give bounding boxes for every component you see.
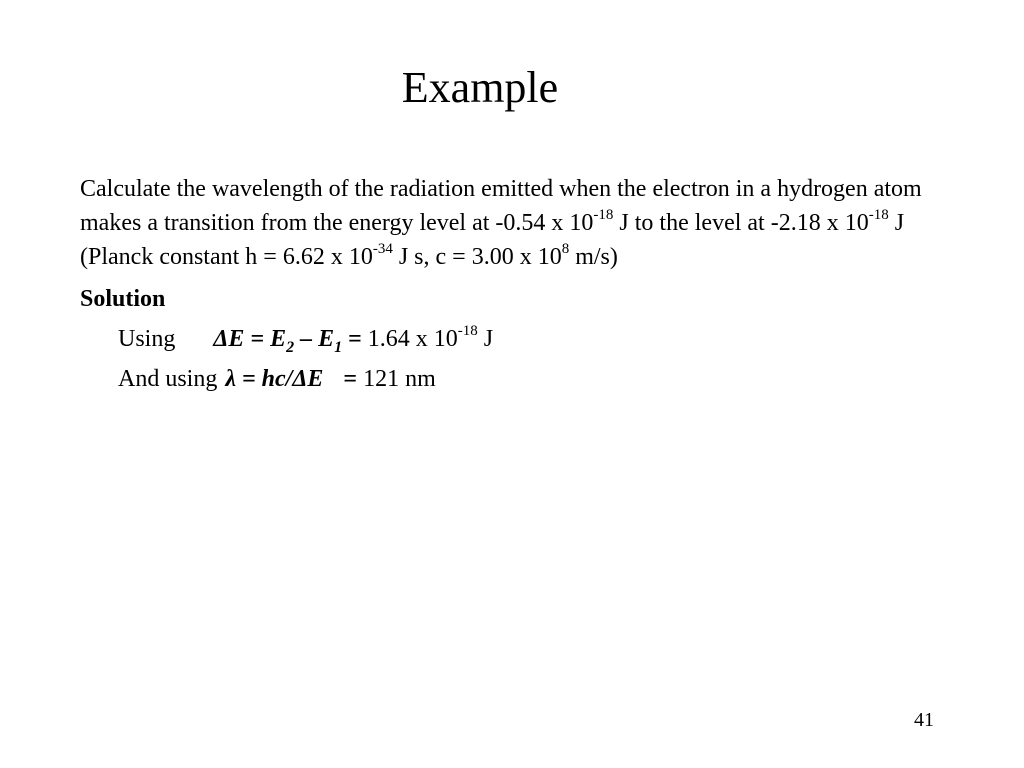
problem-exponent-2: -18 — [868, 207, 889, 223]
solution-heading: Solution — [80, 286, 166, 312]
slide-body — [80, 172, 940, 396]
problem-text-2: J to the level at -2.18 x 10 — [613, 210, 869, 236]
problem-text-3: J (Planck constant h = 6.62 x 10 — [80, 210, 905, 270]
slide-title: Example — [401, 63, 559, 112]
step-1-subscript-b: 1 — [334, 338, 343, 356]
step-2-value: 121 nm — [357, 366, 436, 392]
problem-exponent-1: -18 — [593, 207, 614, 223]
step-1-unit: J — [477, 326, 494, 352]
solution-step-1 — [118, 322, 940, 356]
step-1-value: 1.64 x 10 — [361, 326, 458, 352]
step-1-equals: = — [342, 326, 362, 352]
step-2-label: And using — [118, 366, 218, 392]
step-1-exponent: -18 — [457, 323, 478, 339]
problem-statement — [80, 172, 930, 274]
step-2-equals: = — [343, 366, 358, 392]
step-1-equation-mid: – E — [294, 326, 335, 352]
step-1-equation-lhs: ΔE = E — [213, 326, 287, 352]
solution-step-2 — [118, 362, 940, 396]
step-2-equation: λ = hc/ΔE — [225, 366, 324, 392]
step-1-label: Using — [118, 326, 176, 352]
problem-exponent-4: 8 — [561, 241, 570, 257]
problem-text-1: Calculate the wavelength of the radiation emitted when the electron in a hydrogen atom makes a transition from the energy level at -0.54 x 10 — [80, 176, 922, 236]
problem-text-4: J s, c = 3.00 x 10 — [392, 244, 562, 270]
page-number: 41 — [914, 709, 934, 731]
step-1-subscript-a: 2 — [286, 338, 295, 356]
problem-text-5: m/s) — [569, 244, 618, 270]
problem-exponent-3: -34 — [372, 241, 393, 257]
